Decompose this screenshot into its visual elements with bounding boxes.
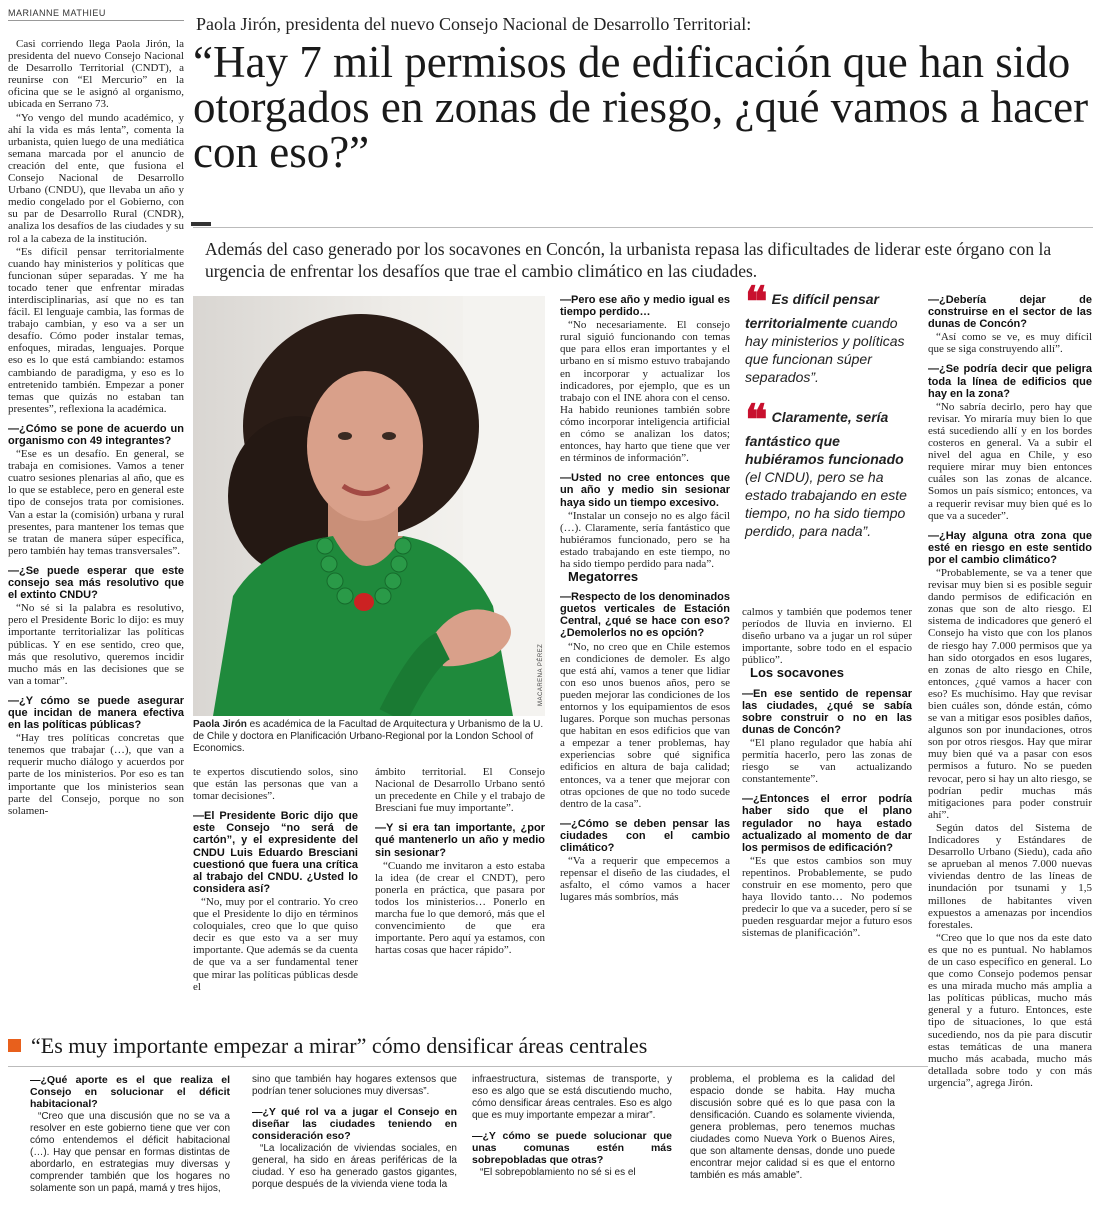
paragraph: “Yo vengo del mundo académico, y ahí la vida es más lenta”, comenta la urbanista, quien luego de una mediática semana marcada por el anuncio de creación del ente, que fusiona el Consejo Nacional de Desarrollo Urbano (CNDU), que llevaba un año y medio congelado por el Gobierno, con su par de Desarrollo Rural (CNDR), analiza los desafíos de las ciudades y su rol a la cabeza de la institución. xyxy=(8,111,184,245)
pull-quotes xyxy=(745,278,920,562)
column-6 xyxy=(928,294,1092,1090)
question: —¿Y qué rol va a jugar el Consejo en diseñar las ciudades teniendo en consideración eso? xyxy=(252,1106,457,1142)
quote-mark-icon: ❝ xyxy=(745,278,768,325)
byline: MARIANNE MATHIEU xyxy=(8,8,184,21)
answer: “La localización de viviendas sociales, en general, ha sido en áreas periféricas de la ciudad. Y eso ha generado gastos gigantes, porque después de la vivienda viene toda la xyxy=(252,1143,457,1190)
section-column-4 xyxy=(690,1074,895,1183)
question: —¿Y cómo se puede solucionar que unas comunas estén más sobrepobladas que otras? xyxy=(472,1130,672,1166)
column-4 xyxy=(560,294,730,905)
answer: “Ese es un desafío. En general, se trabaja en comisiones. Vamos a tener cuatro sesiones plenarias al año, que es lo que se establece, pero en general este tipo de consejos trata por comisiones. Van a estar la (comisión) urbana y rural presentes, para mantener los temas que se tratan de manera súper específica, pero también hay temas transversales”. xyxy=(8,448,184,557)
paragraph: te expertos discutiendo solos, sino que están las personas que van a tomar decisiones”. xyxy=(193,766,358,803)
question: —Y si era tan importante, ¿por qué mantenerlo un año y medio sin sesionar? xyxy=(375,822,545,859)
caption-name: Paola Jirón xyxy=(193,719,247,730)
question: —¿Qué aporte es el que realiza el Consejo en solucionar el déficit habitacional? xyxy=(30,1074,230,1110)
paragraph: problema, el problema es la calidad del espacio donde se habita. Hay mucha discusión sobre qué es lo que pasa con la densificación. Cuando es solamente vivienda, genera problemas, pero tenemos muchas ciudades como Nueva York o Buenos Aires, que son altamente densas, donde uno puede encontrar mejor calidad si es que el entorno también es más amable”. xyxy=(690,1074,895,1181)
paragraph: ámbito territorial. El Consejo Nacional de Desarrollo Urbano sentó un precedente en Chile y el trabajo de Bresciani fue muy importante”. xyxy=(375,766,545,815)
subheading-megatorres: Megatorres xyxy=(568,569,639,585)
answer: “El sobrepoblamiento no sé si es el xyxy=(480,1167,636,1178)
portrait-photo xyxy=(193,296,545,716)
answer: “No, muy por el contrario. Yo creo que el Presidente lo dijo en términos coloquiales, creo que lo que quiso decir es que esto va a ser muy importante. Que además se da cuenta de que va a ser fundamental tener que mirar las políticas públicas desde el xyxy=(193,895,358,993)
question: —¿Hay alguna otra zona que esté en riesgo en este sentido por el cambio climático? xyxy=(928,529,1092,566)
answer: “No sé si la palabra es resolutivo, pero el Presidente Boric lo dijo: es muy importante territorializar las políticas públicas. Y en ese sentido, creo que, más que resolutivo, queremos incidir mucho más en las decisiones que se van a tomar”. xyxy=(8,602,184,687)
answer: “Hay tres políticas concretas que tenemos que trabajar (…), que van a requerir mucho diálogo y acuerdos por parte de los ministerios. Por eso es tan importante que los ministerios sean parte del Consejo, porque no son solamen- xyxy=(8,732,184,817)
answer: “Así como se ve, es muy difícil que se siga construyendo allí”. xyxy=(928,331,1092,356)
question: —En ese sentido de repensar las ciudades, ¿qué se sabía sobre construir o no en las dunas de Concón? xyxy=(742,687,912,736)
column-3 xyxy=(375,766,545,957)
answer: “Va a requerir que empecemos a repensar el diseño de las ciudades, el asfalto, el cómo vamos a hacer lugares más sombríos, más xyxy=(560,855,730,904)
photo-caption xyxy=(193,719,545,755)
paragraph: sino que también hay hogares extensos que podrían tener soluciones muy diversas”. xyxy=(252,1074,457,1097)
answer: “Probablemente, se va a tener que revisar muy bien si es posible seguir dando permisos de edificación en zonas que son de alto riesgo. El sistema de indicadores que generó el Consejo ha visto que con los planos de riesgo hay 7.000 permisos que ya han sido otorgados en esos lugares, en zonas de alto riesgo en Chile, entonces, ¿qué vamos a hacer con eso? Es muchísimo. Hay que revisar bien cuáles son, dónde están, cómo se van a mitigar esos posibles daños, algunos son por inundaciones, otros son por otros riesgos. Hay que mirar muy bien qué va a pasar con esos permisos a futuro. No se pueden revocar, pero si hay un alto riesgo, se podrían pedir muchas más mitigaciones para poder construir ahí”. xyxy=(928,566,1092,821)
deck: Además del caso generado por los socavones en Concón, la urbanista repasa las dificultades de liderar este órgano con la urgencia de enfrentar los desafíos que trae el cambio climático en las ciudades. xyxy=(205,239,1052,281)
pull-quote-2: ❝ Claramente, sería fantástico que hubiéramos funcionado (el CNDU), pero se ha estado trabajando en este tiempo, no ha sido tiempo perdido, para nada”. xyxy=(745,396,907,539)
section-marker-icon xyxy=(8,1039,21,1052)
paragraph: calmos y también que podemos tener períodos de lluvia en invierno. El diseño urbano va a jugar un rol súper importante, sobre todo en el espacio público”. xyxy=(742,606,912,667)
question: —¿Cómo se pone de acuerdo un organismo con 49 integrantes? xyxy=(8,422,184,447)
question: —Respecto de los denominados guetos verticales de Estación Central, ¿qué se hace con eso? ¿Demolerlos no es opción? xyxy=(560,591,730,640)
section-column-3 xyxy=(472,1074,672,1180)
answer: “Es que estos cambios son muy repentinos. Probablemente, se pudo construir en ese momento, pero que haya llovido tanto… No podemos predecir lo que va a suceder, pero sí se pueden resguardar mejor a futuro esos sistemas de planificación”. xyxy=(742,854,912,940)
answer: “Creo que una discusión que no se va a resolver en este gobierno tiene que ver con cómo entendemos el déficit habitacional (…). Hay que pensar en formas distintas de abordarlo, en estrategias muy diversas y comprender también que los hogares no solamente son un papá, mamá y tres hijos, xyxy=(30,1111,230,1194)
question: —El Presidente Boric dijo que este Consejo “no será de cartón”, y el expresidente del CNDU Luis Eduardo Bresciani cuestionó que fuera una crítica al trabajo del CNDU. ¿Usted lo considera así? xyxy=(193,810,358,895)
answer: “No necesariamente. El consejo rural siguió funcionando con temas que para ellos eran importantes y el urbano en sí mismo estuvo trabajando en incorporar y actualizar los indicadores, por ejemplo, que es un trabajo con el INE ahora con el censo. Ha habido reuniones también sobre cómo incorporar inteligencia artificial en cómo se analizan los datos; entonces, hay harto que tiene que ver en términos de información”. xyxy=(560,319,730,465)
column-2 xyxy=(193,766,358,994)
paragraph: Según datos del Sistema de Indicadores y Estándares de Desarrollo Urbano (Siedu), cada año se aprueban al menos 7.000 nuevas viviendas dentro de las líneas de inundación por tsunami y 1,5 millones de habitantes viven expuestos a amenazas por incendios forestales. xyxy=(928,821,1092,931)
headline-dash xyxy=(191,222,211,226)
kicker: Paola Jirón, presidenta del nuevo Consejo Nacional de Desarrollo Territorial: xyxy=(196,14,752,34)
question: —Usted no cree entonces que un año y medio sin sesionar haya sido un tiempo excesivo. xyxy=(560,472,730,509)
section-heading: “Es muy importante empezar a mirar” cómo densificar áreas centrales xyxy=(8,1033,928,1059)
question: —Pero ese año y medio igual es tiempo perdido… xyxy=(560,294,730,319)
section-rule xyxy=(8,1066,928,1067)
column-1 xyxy=(8,38,184,818)
paragraph: “Es difícil pensar territorialmente cuando hay ministerios y políticas que funcionan súper separadas. Y me ha tocado tener que enfrentar miradas interdisciplinarias, así que no es tan fácil. El lenguaje cambia, las formas de trabajo cambian, y eso va a ser un desafío. Cómo poder instalar temas, enfoques, miradas, lenguajes. Porque eso es lo que está cambiando: estamos cambiando de paradigma, y eso es lo entretenido también. Empezar a poner temas que quizás no estaban tan presentes”, reflexiona la académica. xyxy=(8,245,184,415)
quote-mark-icon: ❝ xyxy=(745,396,768,443)
photo-credit: MACARENA PÉREZ xyxy=(538,643,544,706)
question: —¿Entonces el error podría haber sido que el plano regulador no haya estado actualizado al momento de dar los permisos de edificación? xyxy=(742,793,912,854)
paragraph: Casi corriendo llega Paola Jirón, la presidenta del nuevo Consejo Nacional de Desarrollo Territorial (CNDT), a reunirse con “El Mercurio” en la oficina que se le asignó al organismo, ubicada en Serrano 73. xyxy=(8,38,184,111)
headline-rule xyxy=(193,227,1093,228)
portrait-illustration xyxy=(193,296,545,716)
question: —¿Y cómo se puede asegurar que incidan de manera efectiva en las políticas públicas? xyxy=(8,694,184,732)
subheading-socavones: Los socavones xyxy=(750,665,844,681)
answer: “No, no creo que en Chile estemos en condiciones de demoler. Es algo que está ahí, vamos a tener que lidiar con eso unos buenos años, pero se pueden mejorar las condiciones de los entornos y los equipamientos de esos lugares. Porque son muchas personas que habitan en esos edificios que van a empezar a tener problemas, hay experiencias sobre qué significa edificios en altura de baja calidad; entonces, va a tener que mejorar con otras opciones de que no todo sucede dentro de la casa”. xyxy=(560,640,730,810)
question: —¿Debería dejar de construirse en el sector de las dunas de Concón? xyxy=(928,294,1092,331)
column-5 xyxy=(742,606,912,940)
answer: “Cuando me invitaron a esto estaba la idea (de crear el CNDT), pero ponerla en práctica, que pasara por todos los ministerios… Ponerlo en marcha fue lo que demoró, más que el convencimiento de que era importante. Pero aquí ya estamos, con hartas cosas que hacer rápido”. xyxy=(375,859,545,957)
question: —¿Se podría decir que peligra toda la línea de edificios que hay en la zona? xyxy=(928,363,1092,400)
answer: “No sabría decirlo, pero hay que revisar. Yo miraría muy bien lo que está sucediendo allí y en los bordes costeros en general. Va a subir el nivel del agua en Chile, y eso requiere mirar muy bien entonces cuáles son las zonas de alcance. Somos un país sísmico; entonces, va a requerir revisar muy bien qué es lo que va a suceder”. xyxy=(928,400,1092,522)
question: —¿Se puede esperar que este consejo sea más resolutivo que el extinto CNDU? xyxy=(8,564,184,602)
question: —¿Cómo se deben pensar las ciudades con el cambio climático? xyxy=(560,817,730,855)
pull-quote-1: ❝ Es difícil pensar territorialmente cuando hay ministerios y políticas que funcionan súper separados”. xyxy=(745,278,905,385)
answer: “El plano regulador que había ahí permitía hacerlo, pero las zonas de riesgo se van actualizando constantemente”. xyxy=(742,736,912,786)
headline: “Hay 7 mil permisos de edificación que han sido otorgados en zonas de riesgo, ¿qué vamos a hacer con eso?” xyxy=(193,37,1089,177)
paragraph: infraestructura, sistemas de transporte, y eso es algo que se está discutiendo mucho, cómo densificar áreas centrales. Eso es algo que es muy importante empezar a mirar”. xyxy=(472,1074,672,1121)
answer: “Instalar un consejo no es algo fácil (…). Claramente, sería fantástico que hubiéramos funcionado, pero se ha estado trabajando en este tiempo, no ha sido tiempo perdido para nada”. xyxy=(560,509,730,570)
section-column-2 xyxy=(252,1074,457,1192)
paragraph: “Creo que lo que nos da este dato es que no es puntual. No hablamos de un caso específico en general. Lo que como Consejo podemos pensar es una mirada mucho más amplia a las políticas públicas, mucho más general y a futuro. Entonces, este tipo de situaciones, lo que está sucediendo, nos da pie para discutir estas temáticas de una manera mucho más acabada, mucho más detallada sobre todo y con más urgencia”, agrega Jirón. xyxy=(928,931,1092,1089)
caption-text: es académica de la Facultad de Arquitectura y Urbanismo de la U. de Chile y doctora en Planificación Urbano-Regional por la London School of Economics. xyxy=(193,719,544,754)
section-column-1 xyxy=(30,1074,230,1196)
